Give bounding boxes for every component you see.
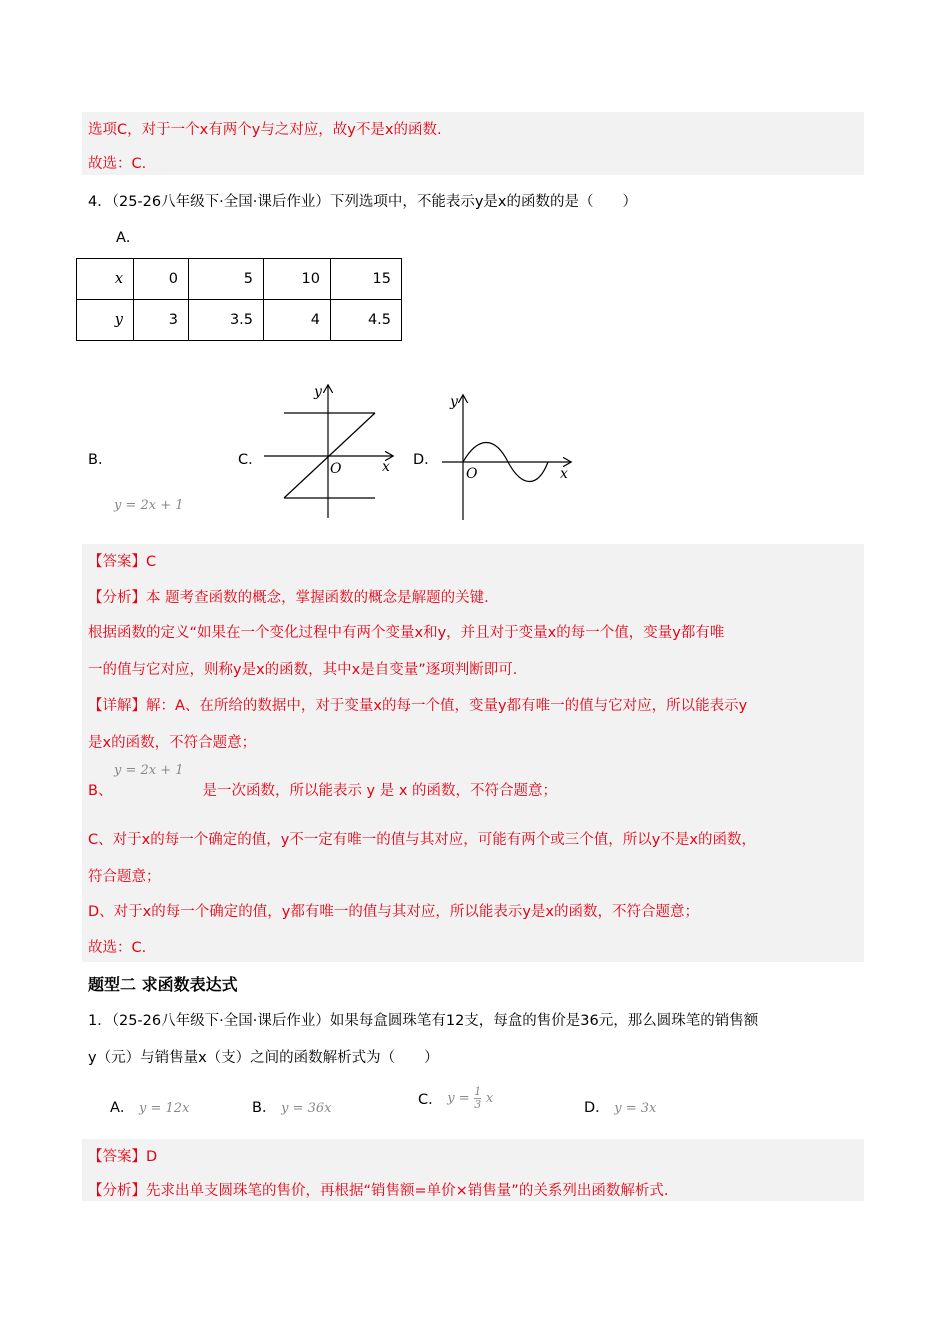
fraction xyxy=(474,1086,481,1111)
b-text: 是一次函数，所以能表示 y 是 x 的函数，不符合题意； xyxy=(202,783,558,799)
q1-analysis-line xyxy=(88,1179,668,1200)
q4-answer-line xyxy=(88,550,156,571)
detail-tag: 【详解】 xyxy=(88,698,146,714)
table-cell: 4 xyxy=(264,300,331,341)
q1-stem-line-1 xyxy=(88,1009,758,1030)
top-option-c-text: 选项C，对于一个x有两个y与之对应，故y不是x的函数. xyxy=(88,122,442,138)
q4-definition-line-1: 根据函数的定义“如果在一个变化过程中有两个变量x和y，并且对于变量x的每一个值，变量y都有唯 xyxy=(88,625,725,641)
graph-c-xlabel: x xyxy=(382,459,390,475)
q1-option-a xyxy=(110,1096,189,1117)
q4-final-choice: 故选：C. xyxy=(88,940,147,956)
option-label: D． xyxy=(584,1100,610,1116)
q4-c-line-2: 符合题意； xyxy=(88,869,161,885)
table-head-x: x xyxy=(77,259,134,300)
answer-tag: 【答案】 xyxy=(88,1149,146,1165)
option-formula: y = 12x xyxy=(139,1101,190,1116)
analysis-tag: 【分析】 xyxy=(88,590,146,606)
q1-stem-line-2: y（元）与销售量x（支）之间的函数解析式为（ ） xyxy=(88,1050,439,1066)
table-cell: 0 xyxy=(134,259,189,300)
table-row xyxy=(77,300,402,341)
q4-option-b-label: B． xyxy=(88,452,113,468)
graph-c-ylabel: y xyxy=(314,384,322,400)
table-cell: 3 xyxy=(134,300,189,341)
answer-value: C xyxy=(146,554,157,570)
section-title: 题型二 求函数表达式 xyxy=(88,975,238,994)
q1-option-d xyxy=(584,1096,656,1117)
option-formula-post: x xyxy=(485,1091,494,1106)
option-label: B． xyxy=(252,1100,277,1116)
option-label: C． xyxy=(418,1092,443,1108)
q1-source: （25-26八年级下·全国·课后作业） xyxy=(111,1013,330,1029)
q1-answer-line xyxy=(88,1145,157,1166)
table-cell: 3.5 xyxy=(189,300,264,341)
q4-b-formula: y = 2x + 1 xyxy=(114,763,184,778)
graph-d-xlabel: x xyxy=(560,466,568,482)
analysis-text: 先求出单支圆珠笔的售价，再根据“销售额=单价×销售量”的关系列出函数解析式. xyxy=(146,1183,669,1199)
table-row xyxy=(77,259,402,300)
analysis-text: 本 题考查函数的概念，掌握函数的概念是解题的关键. xyxy=(146,590,489,606)
table-cell: 4.5 xyxy=(331,300,402,341)
fraction-denominator: 3 xyxy=(474,1098,482,1111)
q4-option-d-label: D． xyxy=(413,452,439,468)
analysis-tag: 【分析】 xyxy=(88,1183,146,1199)
q4-option-a-label: A． xyxy=(116,230,141,246)
q4-graph-c xyxy=(260,378,400,523)
option-label: A． xyxy=(110,1100,135,1116)
top-final-choice: 故选：C. xyxy=(88,156,147,172)
graph-c-origin: O xyxy=(330,461,342,477)
q1-stem-text: 如果每盒圆珠笔有12支，每盒的售价是36元，那么圆珠笔的销售额 xyxy=(329,1013,759,1029)
table-head-y: y xyxy=(77,300,134,341)
q1-option-c xyxy=(418,1086,493,1111)
table-cell: 5 xyxy=(189,259,264,300)
q4-c-line-1: C、对于x的每一个确定的值，y不一定有唯一的值与其对应，可能有两个或三个值，所以y不是x的函数， xyxy=(88,832,756,848)
q4-option-c-label: C． xyxy=(238,452,263,468)
q4-definition-line-2: 一的值与它对应，则称y是x的函数，其中x是自变量”逐项判断即可. xyxy=(88,662,518,678)
q4-stem xyxy=(88,190,637,211)
table-cell: 15 xyxy=(331,259,402,300)
q4-detail-line-2: 是x的函数，不符合题意； xyxy=(88,735,257,751)
q4-analysis-line xyxy=(88,586,489,607)
option-formula: y = 3x xyxy=(614,1101,657,1116)
b-prefix: B、 xyxy=(88,783,113,799)
q4-stem-text: 下列选项中，不能表示y是x的函数的是（ ） xyxy=(329,194,638,210)
q4-option-b-formula: y = 2x + 1 xyxy=(114,498,184,513)
graph-d-ylabel: y xyxy=(450,394,458,410)
detail-text: 解：A、在所给的数据中，对于变量x的每一个值，变量y都有唯一的值与它对应，所以能表示y xyxy=(146,698,748,714)
graph-d-origin: O xyxy=(466,466,478,482)
q4-detail-line-1 xyxy=(88,694,747,715)
option-formula: y = 36x xyxy=(281,1101,332,1116)
answer-value: D xyxy=(146,1149,158,1165)
q4-number: 4． xyxy=(88,194,112,210)
q4-value-table xyxy=(76,258,402,341)
q4-source: （25-26八年级下·全国·课后作业） xyxy=(111,194,330,210)
answer-tag: 【答案】 xyxy=(88,554,146,570)
q1-number: 1． xyxy=(88,1013,112,1029)
q4-b-line xyxy=(88,779,557,800)
q4-d-line: D、对于x的每一个确定的值，y都有唯一的值与其对应，所以能表示y是x的函数，不符合题意； xyxy=(88,904,699,920)
q4-graph-d xyxy=(440,390,580,525)
option-formula-pre: y = xyxy=(447,1091,470,1106)
table-cell: 10 xyxy=(264,259,331,300)
q1-option-b xyxy=(252,1096,331,1117)
fraction-numerator: 1 xyxy=(474,1085,482,1098)
